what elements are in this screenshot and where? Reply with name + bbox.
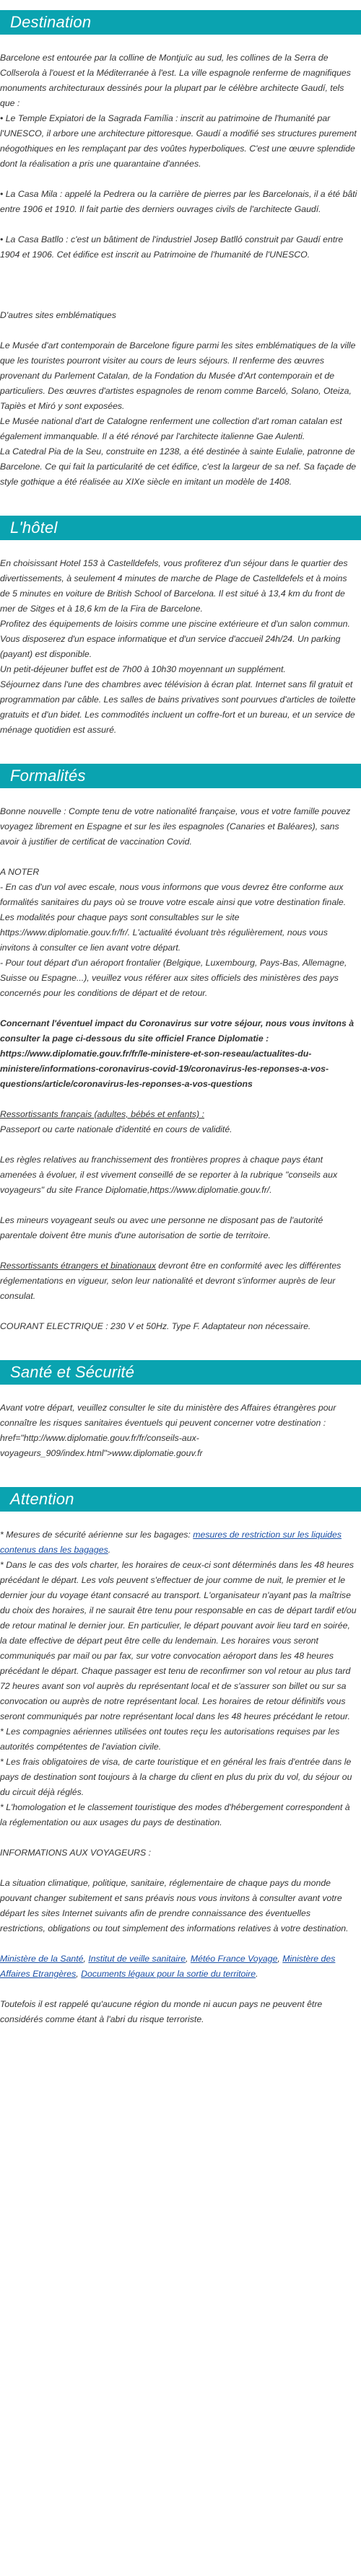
macba-text: Le Musée d'art contemporain de Barcelone figure parmi les sites emblématiques de la ville que les touristes pourront visiter au cours de leurs séjours. Il renferme des œuvres provenant du Parlement Catalan, de la Fondation du Musée d'Art contemporain et de particuliers. Des œuvres d'artistes espagnoles de renom comme Barceló, Solano, Oteiza, Tapiès et Miró y sont exposées. [0, 340, 356, 411]
link-separator: , [186, 1954, 191, 1964]
destination-intro: Barcelone est entourée par la colline de Montjuïc au sud, les collines de la Serra de Collserola à l'ouest et la Méditerranée à l'est. La ville espagnole renferme de magnifiques monuments architecturaux dessinés pour la plupart par le célèbre architecte Gaudí, tels que : [0, 53, 351, 108]
section-header-destination [0, 10, 361, 35]
casa-mila-text: • La Casa Mila : appelé la Pedrera ou la carrière de pierres par les Barcelonais, il a été bâti entre 1906 et 1910. Il fait partie des derniers ouvrages civils de l'architecte Gaudí. [0, 189, 357, 214]
section-header-formalites [0, 764, 361, 788]
link-separator: . [256, 1969, 258, 1979]
section-title-attention: Attention [10, 1490, 74, 1508]
french-nationals-text: Passeport ou carte nationale d'identité en cours de validité. [0, 1124, 232, 1134]
foreign-nationals-text [0, 1258, 358, 1304]
electric-current-text: COURANT ELECTRIQUE : 230 V et 50Hz. Type F. Adaptateur non nécessaire. [0, 1321, 311, 1331]
link-institut-veille-sanitaire[interactable]: Institut de veille sanitaire [88, 1954, 186, 1964]
link-documents-legaux[interactable]: Documents légaux pour la sortie du territoire [81, 1969, 256, 1979]
charter-flights-text: * Dans le cas des vols charter, les horaires de ceux-ci sont déterminés dans les 48 heures précédant le départ. Les vols peuvent s'effectuer de jour comme de nuit, le premier et le dernier jour du voyage étant consacré au transport. L'organisateur n'ayant pas la maîtrise du choix des horaires, il ne saurait être tenu pour responsable en cas de départ tardif et/ou de retour matinal le dernier jour. En particulier, le départ pouvant avoir lieu tard en soirée, la date effective de départ peut être celle du lendemain. Les horaires vous seront communiqués par mail ou par fax, sur votre convocation aéroport dans les 48 heures précédant le départ. Chaque passager est tenu de reconfirmer son vol retour au plus tard 72 heures avant son vol auprès du représentant local et de s'assurer son billet ou sur sa convocation ou auprès de notre représentant local. Les horaires de retour définitifs vous seront communiqués par notre représentant local dans les 48 heures précédant le retour. [0, 1560, 357, 1721]
coronavirus-notice: Concernant l'éventuel impact du Coronavirus sur votre séjour, nous vous invitons à consulter la page ci-dessous du site officiel France Diplomatie : https://www.diplomatie.gouv.fr/fr/le-ministere-et-son-reseau/actualites-du-ministere/informations-coronavirus-covid-19/coronavirus-les-reponses-a-vos-questions/article/coronavirus-les-reponses-a-vos-questions [0, 1018, 355, 1089]
section-header-attention [0, 1487, 361, 1512]
formalites-good-news: Bonne nouvelle : Compte tenu de votre nationalité française, vous et votre famille pouvez voyagez librement en Espagne et sur les iles espagnoles (Canaries et Baléares), sans avoir à justifier de certificat de vaccination Covid. [0, 806, 351, 847]
section-title-formalites: Formalités [10, 767, 86, 785]
liquids-restriction-link[interactable]: mesures de restriction sur les liquides contenus dans les bagages [0, 1530, 342, 1555]
formalites-content [0, 804, 361, 1334]
hotel-rooms-text: Séjournez dans l'une des chambres avec télévision à écran plat. Internet sans fil gratuit et programmation par câble. Les salles de bains privatives sont pourvues d'articles de toilette gratuits et d'un bidet. Les commodités incluent un coffre-fort et un bureau, et un service de ménage quotidien est assuré. [0, 679, 356, 735]
link-separator: , [76, 1969, 82, 1979]
header-accent-bar [0, 516, 4, 540]
link-ministere-sante[interactable]: Ministère de la Santé [0, 1954, 84, 1964]
border-rules-text: Les règles relatives au franchissement des frontières propres à chaque pays étant amenées à évoluer, il est vivement conseillé de se reporter à la rubrique "conseils aux voyageurs" du site France Diplomatie,https://www.diplomatie.gouv.fr/. [0, 1155, 338, 1195]
hotel-content [0, 556, 361, 738]
hotel-breakfast-text: Un petit-déjeuner buffet est de 7h00 à 10h30 moyennant un supplément. [0, 664, 286, 674]
note-border-airport: - Pour tout départ d'un aéroport frontalier (Belgique, Luxembourg, Pays-Bas, Allemagne, Suisse ou Espagne...), veuillez vous référer aux sites officiels des ministères des pays concernés pour les conditions de départ et de retour. [0, 958, 347, 998]
terrorism-risk-text: Toutefois il est rappelé qu'aucune région du monde ni aucun pays ne peuvent être considérés comme étant à l'abri du risque terroriste. [0, 1999, 323, 2024]
hotel-services-text: Vous disposerez d'un espace informatique et d'un service d'accueil 24h/24. Un parking (payant) est disponible. [0, 634, 341, 659]
other-sites-title: D'autres sites emblématiques [0, 310, 116, 320]
section-title-hotel: L'hôtel [10, 519, 58, 537]
luggage-security-suffix: . [108, 1545, 111, 1555]
header-accent-bar [0, 10, 4, 35]
link-separator: , [277, 1954, 283, 1964]
note-title: A NOTER [0, 867, 40, 877]
link-meteo-france-voyage[interactable]: Météo France Voyage [190, 1954, 278, 1964]
attention-content [0, 1527, 361, 2027]
sante-text: Avant votre départ, veuillez consulter le site du ministère des Affaires étrangères pour connaître les risques sanitaires éventuels qui peuvent concerner votre destination : href="http://www.diplomatie.gouv.fr/fr/conseils-aux-voyageurs_909/index.html">www.diplomatie.gouv.fr [0, 1403, 336, 1458]
visa-fees-text: * Les frais obligatoires de visa, de carte touristique et en général les frais d'entrée dans le pays de destination sont toujours à la charge du client en plus du prix du vol, du séjour ou du circuit déjà réglés. [0, 1757, 352, 1797]
french-nationals-title: Ressortissants français (adultes, bébés et enfants) : [0, 1109, 204, 1119]
link-separator: , [83, 1954, 89, 1964]
luggage-security-prefix: * Mesures de sécurité aérienne sur les bagages: [0, 1530, 193, 1540]
sante-content [0, 1401, 361, 1461]
sagrada-familia-text: • Le Temple Expiatori de la Sagrada Família : inscrit au patrimoine de l'humanité par l'UNESCO, il arbore une architecture pittoresque. Gaudí a modifié ses structures purement néogothiques en les remplaçant par des voûtes hyperboliques. C'est une œuvre splendide dont la réalisation a pris une quarantaine d'années. [0, 113, 357, 169]
header-accent-bar [0, 764, 4, 788]
section-title-destination: Destination [10, 13, 92, 31]
section-header-sante [0, 1360, 361, 1385]
cathedral-text: La Catedral Pia de la Seu, construite en 1238, a été destinée à sainte Eulalie, patronne de Barcelone. Ce qui fait la particularité de cet édifice, c'est la largeur de sa nef. Sa façade de style gothique a été réalisée au XIXe siècle en imitant un modèle de 1408. [0, 446, 357, 487]
accommodation-rating-text: * L'homologation et le classement touristique des modes d'hébergement correspondent à la réglementation ou aux usages du pays de destination. [0, 1802, 350, 1827]
destination-content [0, 50, 361, 490]
section-header-hotel [0, 516, 361, 540]
luggage-security-text [0, 1527, 358, 1558]
header-accent-bar [0, 1360, 4, 1385]
official-links [0, 1951, 358, 1982]
foreign-nationals-body: devront être en conformité avec les différentes réglementations en vigueur, selon leur nationalité et devront s'informer auprès de leur consulat. [0, 1261, 342, 1301]
hotel-leisure-text: Profitez des équipements de loisirs comme une piscine extérieure et d'un salon commun. [0, 619, 350, 629]
header-accent-bar [0, 1487, 4, 1512]
airlines-authorization-text: * Les compagnies aériennes utilisées ont toutes reçu les autorisations requises par les autorités compétentes de l'aviation civile. [0, 1726, 340, 1752]
casa-batllo-text: • La Casa Batllo : c'est un bâtiment de l'industriel Josep Batlló construit par Gaudí entre 1904 et 1906. Cet édifice est inscrit au Patrimoine de l'humanité de l'UNESCO. [0, 234, 344, 260]
link-affaires-etrangeres[interactable]: Ministère des Affaires Etrangères [0, 1954, 336, 1979]
mnac-text: Le Musée national d'art de Catalogne renferment une collection d'art roman catalan est également immanquable. Il a été rénové par l'architecte italienne Gae Aulenti. [0, 416, 342, 441]
traveler-info-text: La situation climatique, politique, sanitaire, réglementaire de chaque pays du monde pouvant changer subitement et sans préavis nous vous invitons à consulter avant votre départ les sites Internet suivants afin de prendre connaissance des éventuelles restrictions, obligations ou tout simplement des informations relatives à votre destination. [0, 1878, 349, 1933]
hotel-location-text: En choisissant Hotel 153 à Castelldefels, vous profiterez d'un séjour dans le quartier des divertissements, à seulement 4 minutes de marche de Plage de Castelldefels et à moins de 5 minutes en voiture de British School of Barcelona. Il est situé à 13,4 km du front de mer de Sitges et à 18,6 km de la Fira de Barcelone. [0, 558, 348, 614]
minors-text: Les mineurs voyageant seuls ou avec une personne ne disposant pas de l'autorité parentale doivent être munis d'une autorisation de sortie de territoire. [0, 1215, 323, 1240]
foreign-nationals-title: Ressortissants étrangers et binationaux [0, 1261, 156, 1271]
traveler-info-title: INFORMATIONS AUX VOYAGEURS : [0, 1848, 152, 1858]
note-modalities: Les modalités pour chaque pays sont consultables sur le site https://www.diplomatie.gouv.fr/fr/. L'actualité évoluant très régulièrement, nous vous invitons à consulter ce lien avant votre départ. [0, 912, 328, 953]
note-stopover: - En cas d'un vol avec escale, nous vous informons que vous devrez être conforme aux formalités sanitaires du pays où se trouve votre escale ainsi que votre destination finale. [0, 882, 347, 907]
section-title-sante: Santé et Sécurité [10, 1363, 135, 1381]
